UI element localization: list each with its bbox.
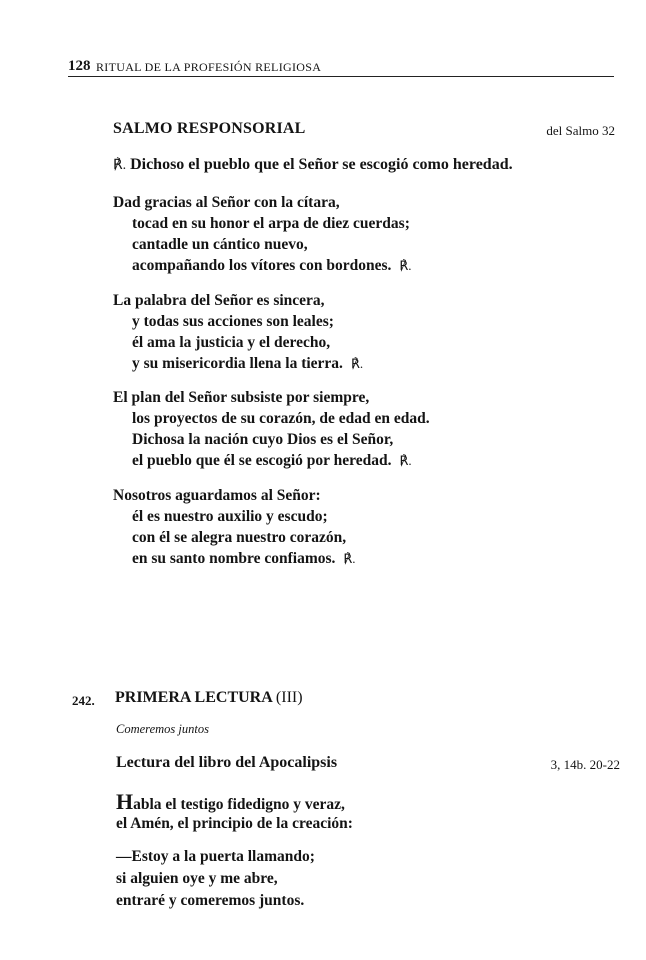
psalm-stanza [113, 192, 412, 276]
lecture-title: Lectura del libro del Apocalipsis [116, 754, 338, 771]
verse-text: acompañando los vítores con bordones. [132, 257, 392, 274]
verse-line: y todas sus acciones son leales; [132, 313, 334, 330]
verse-line: Dad gracias al Señor con la cítara, [113, 194, 340, 211]
section-roman-numeral: (III) [275, 689, 303, 706]
response-marker: ℟. [399, 453, 412, 468]
reading-line: si alguien oye y me abre, [116, 870, 278, 887]
verse-line: los proyectos de su corazón, de edad en edad. [132, 410, 430, 427]
reading-line [116, 791, 353, 813]
psalm-response [113, 156, 513, 174]
verse-text: el pueblo que él se escogió por heredad. [132, 452, 392, 469]
verse-line: El plan del Señor subsiste por siempre, [113, 389, 370, 406]
verse-line [113, 255, 412, 276]
section-title [115, 689, 303, 707]
response-symbol: ℟. [113, 158, 127, 173]
psalm-title: SALMO RESPONSORIAL [113, 120, 306, 137]
verse-line: Dichosa la nación cuyo Dios es el Señor, [132, 431, 394, 448]
response-marker: ℟. [343, 551, 356, 566]
reading-line: —Estoy a la puerta llamando; [116, 848, 315, 865]
verse-line: Nosotros aguardamos al Señor: [113, 487, 321, 504]
header-rule [68, 76, 614, 77]
psalm-stanza [113, 485, 356, 569]
page-number: 128 [68, 58, 91, 74]
verse-line: él ama la justicia y el derecho, [132, 334, 331, 351]
verse-line: La palabra del Señor es sincera, [113, 292, 325, 309]
section-number: 242. [72, 693, 95, 708]
psalm-source: del Salmo 32 [546, 123, 615, 138]
verse-line: cantadle un cántico nuevo, [132, 236, 308, 253]
reading-line: entraré y comeremos juntos. [116, 892, 305, 909]
lecture-reference: 3, 14b. 20-22 [550, 757, 620, 772]
section-title-text: PRIMERA LECTURA [115, 689, 272, 706]
response-text: Dichoso el pueblo que el Señor se escogió como heredad. [130, 156, 513, 173]
verse-line [113, 548, 356, 569]
psalm-stanza [113, 290, 363, 374]
verse-line: él es nuestro auxilio y escudo; [132, 508, 328, 525]
response-marker: ℟. [350, 356, 364, 371]
verse-line: tocad en su honor el arpa de diez cuerdas; [132, 215, 410, 232]
response-marker: ℟. [399, 258, 412, 273]
section-subtitle: Comeremos juntos [116, 722, 209, 736]
page-header [68, 56, 614, 78]
verse-line [113, 450, 430, 471]
reading-text: abla el testigo fidedigno y veraz, [133, 796, 345, 813]
verse-line [113, 353, 363, 374]
verse-text: y su misericordia llena la tierra. [132, 355, 343, 372]
running-title: RITUAL DE LA PROFESIÓN RELIGIOSA [96, 60, 322, 74]
drop-initial: H [116, 789, 134, 814]
psalm-stanza [113, 387, 430, 471]
reading-paragraph [116, 791, 353, 835]
reading-line: el Amén, el principio de la creación: [116, 815, 353, 832]
reading-paragraph [116, 846, 315, 912]
verse-text: en su santo nombre confiamos. [132, 550, 336, 567]
verse-line: con él se alegra nuestro corazón, [132, 529, 347, 546]
